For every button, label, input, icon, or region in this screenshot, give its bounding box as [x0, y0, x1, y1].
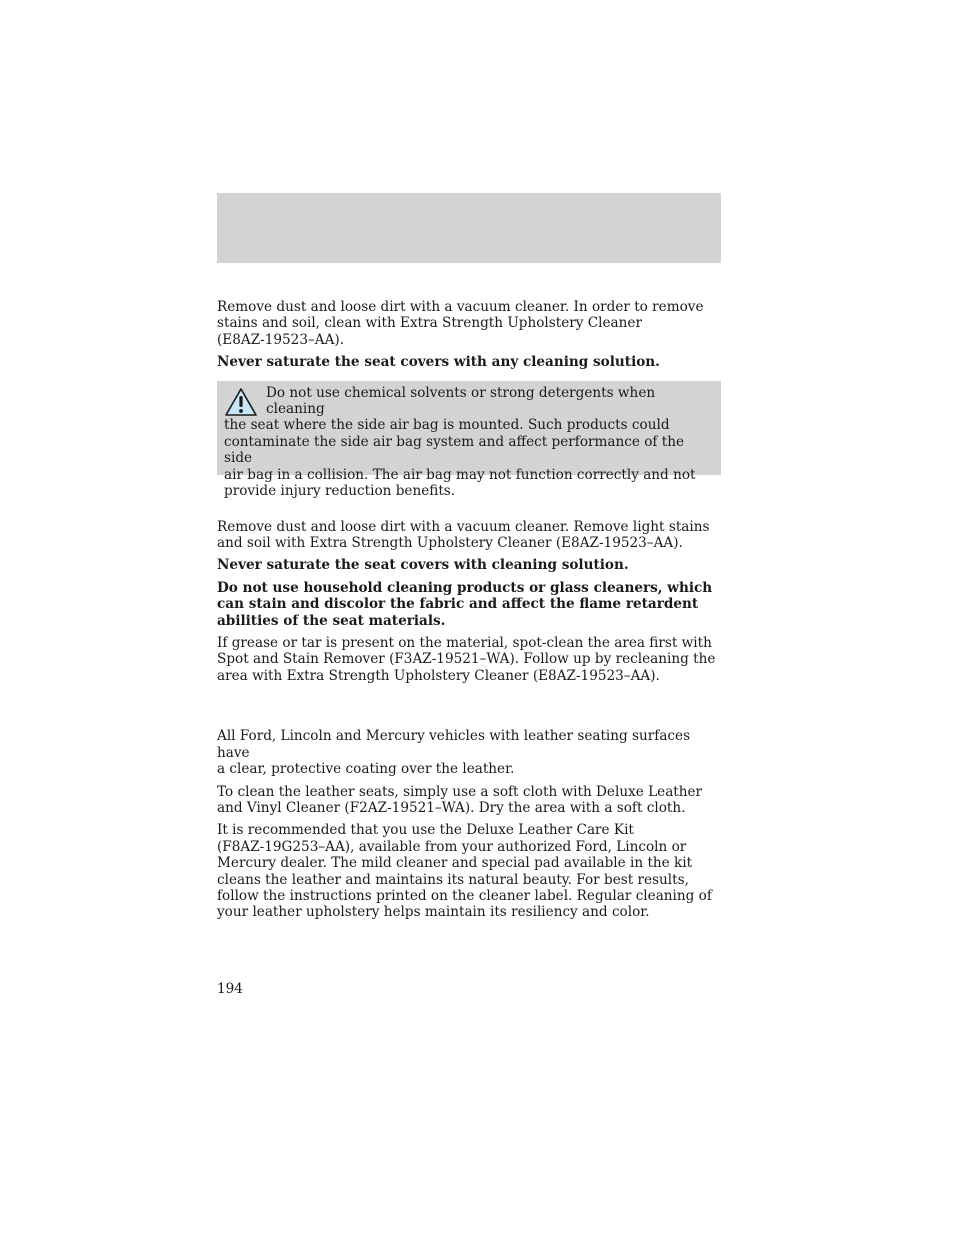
vinyl-cleaning-paragraph: Remove dust and loose dirt with a vacuum cleaner. In order to remove stains and soil, clean with Extra Strength Upholstery Cleaner (E8AZ-19523–AA).: [217, 299, 704, 348]
page-content: [217, 299, 721, 921]
leather-care-kit-paragraph: It is recommended that you use the Deluxe Leather Care Kit (F8AZ-19G253–AA), available from your authorized Ford, Lincoln or Mercury dealer. The mild cleaner and special pad available in the kit cleans the leather and maintains its natural beauty. For best results, follow the instructions printed on the cleaner label. Regular cleaning of your leather upholstery helps maintain its resiliency and color.: [217, 822, 712, 921]
leather-coating-paragraph: All Ford, Lincoln and Mercury vehicles with leather seating surfaces have a clear, protective coating over the leather.: [217, 728, 691, 778]
fabric-saturate-warning: Never saturate the seat covers with cleaning solution.: [217, 557, 629, 574]
vinyl-saturate-warning: Never saturate the seat covers with any cleaning solution.: [217, 354, 660, 371]
page-number: 194: [217, 981, 243, 997]
fabric-household-products-warning: Do not use household cleaning products or glass cleaners, which can stain and discolor the fabric and affect the flame retardent abilities of the seat materials.: [217, 579, 713, 629]
header-band: [217, 193, 721, 263]
side-airbag-warning-box: [217, 381, 721, 500]
side-airbag-warning-text: Do not use chemical solvents or strong detergents when cleaning the seat where the side air bag is mounted. Such products could contaminate the side air bag system and affect performance of the side air bag in a collision. The air bag may not function correctly and not provide injury reduction benefits.: [224, 384, 696, 500]
grease-tar-paragraph: If grease or tar is present on the material, spot-clean the area first with Spot and Stain Remover (F3AZ-19521–WA). Follow up by recleaning the area with Extra Strength Upholstery Cleaner (E8AZ-19523–AA).: [217, 635, 716, 684]
warning-triangle-icon: [224, 387, 258, 417]
fabric-cleaning-paragraph: Remove dust and loose dirt with a vacuum cleaner. Remove light stains and soil with Extra Strength Upholstery Cleaner (E8AZ-19523–AA).: [217, 518, 710, 552]
leather-cleaning-paragraph: To clean the leather seats, simply use a soft cloth with Deluxe Leather and Vinyl Cleaner (F2AZ-19521–WA). Dry the area with a soft cloth.: [217, 783, 703, 816]
